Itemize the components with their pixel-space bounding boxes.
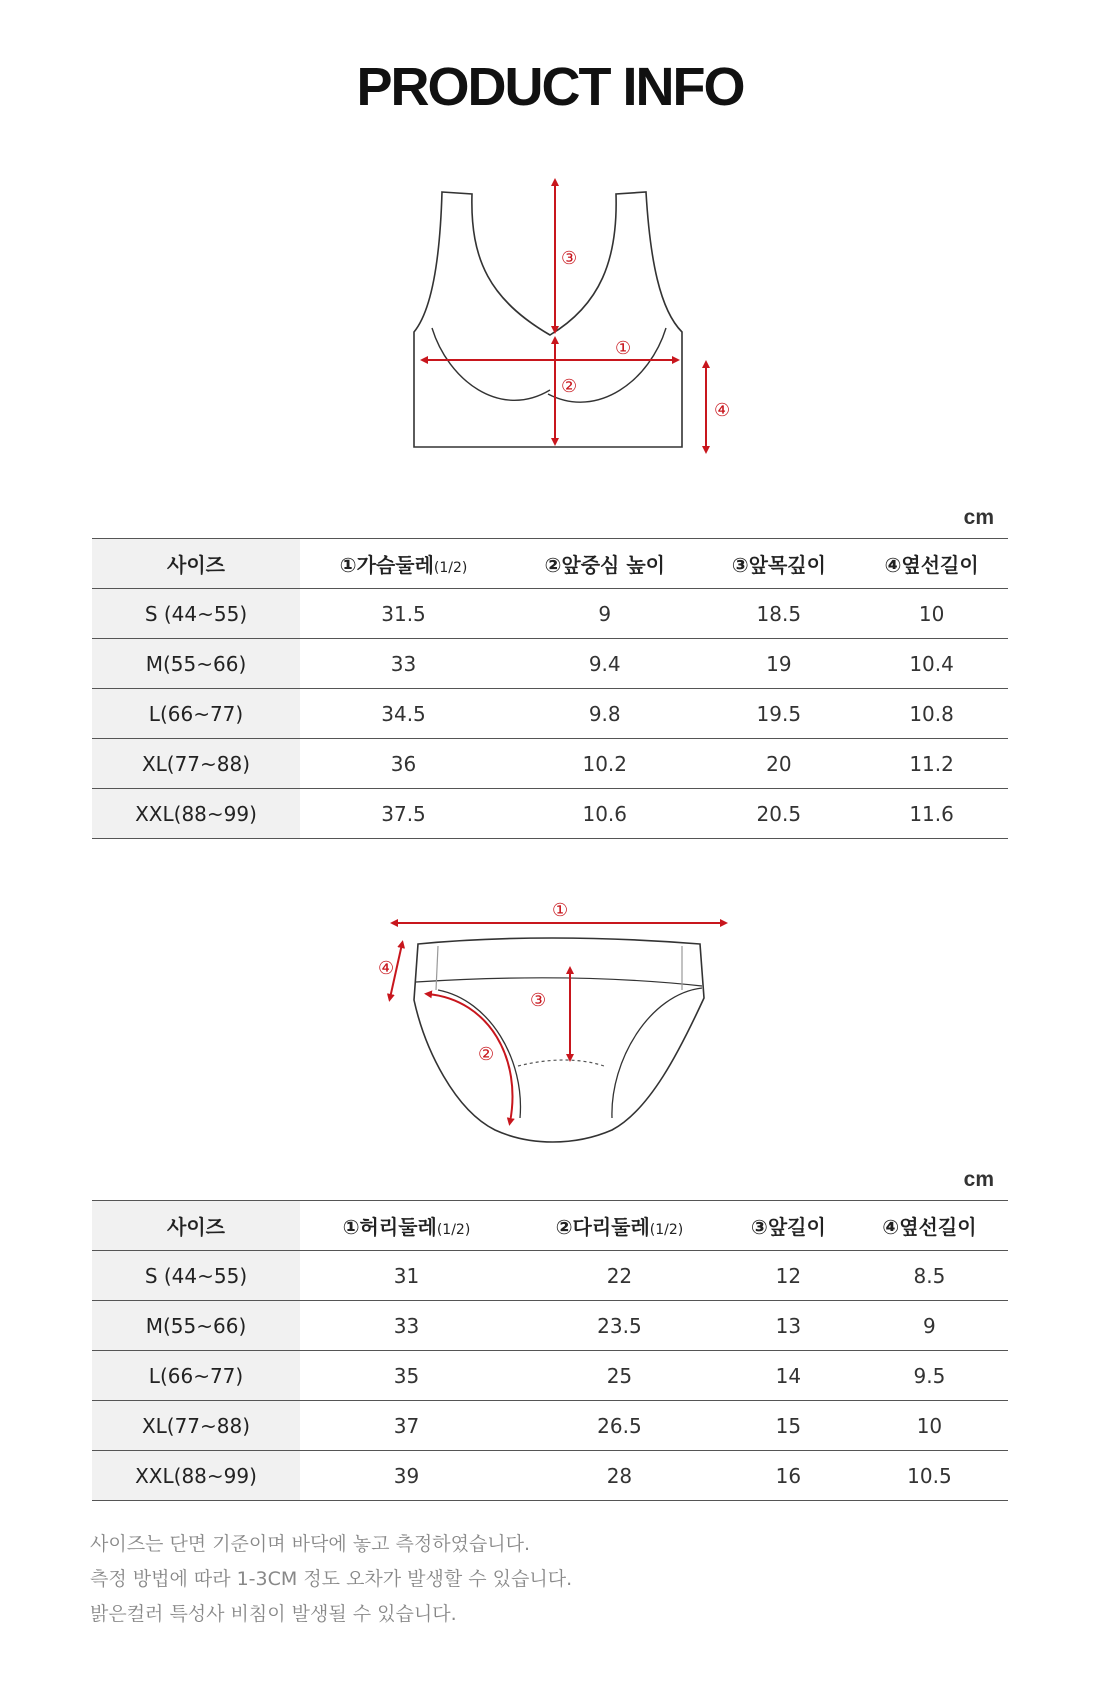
value-cell: 10.2	[507, 739, 702, 789]
size-cell: L(66~77)	[92, 689, 300, 739]
bra-diagram	[400, 180, 760, 460]
value-cell: 36	[300, 739, 507, 789]
value-cell: 39	[300, 1451, 513, 1501]
value-cell: 33	[300, 639, 507, 689]
value-cell: 10.8	[855, 689, 1008, 739]
note-line: 사이즈는 단면 기준이며 바닥에 놓고 측정하였습니다.	[90, 1533, 531, 1555]
table-row	[92, 789, 1008, 839]
value-cell: 37	[300, 1401, 513, 1451]
size-cell: L(66~77)	[92, 1351, 300, 1401]
value-cell: 9.4	[507, 639, 702, 689]
value-cell: 13	[726, 1301, 851, 1351]
panty-gusset-line	[518, 1060, 604, 1066]
panty-waistband	[416, 978, 702, 986]
value-cell: 10.5	[851, 1451, 1008, 1501]
table-row	[92, 639, 1008, 689]
value-cell: 10	[851, 1401, 1008, 1451]
size-cell: XL(77~88)	[92, 1401, 300, 1451]
size-cell: XXL(88~99)	[92, 789, 300, 839]
bra-outline	[414, 192, 682, 447]
value-cell: 31.5	[300, 589, 507, 639]
value-cell: 26.5	[513, 1401, 726, 1451]
table-header-row	[92, 1201, 1008, 1251]
notes	[90, 1527, 572, 1632]
value-cell: 25	[513, 1351, 726, 1401]
marker-2: ②	[561, 376, 578, 397]
bra-size-table	[92, 538, 1008, 839]
panty-size-table	[92, 1200, 1008, 1501]
header-cell: ①가슴둘레(1/2)	[300, 539, 507, 589]
marker-1: ①	[552, 900, 569, 921]
note-line: 밝은컬러 특성사 비침이 발생될 수 있습니다.	[90, 1603, 457, 1625]
value-cell: 37.5	[300, 789, 507, 839]
marker-4: ④	[378, 958, 395, 979]
value-cell: 11.2	[855, 739, 1008, 789]
value-cell: 10.6	[507, 789, 702, 839]
unit-label-bra: cm	[963, 506, 994, 529]
value-cell: 9.5	[851, 1351, 1008, 1401]
header-cell: ③앞목깊이	[702, 539, 855, 589]
table-row	[92, 589, 1008, 639]
size-cell: S (44~55)	[92, 1251, 300, 1301]
header-cell: 사이즈	[92, 539, 300, 589]
value-cell: 9.8	[507, 689, 702, 739]
table-row	[92, 1451, 1008, 1501]
value-cell: 20.5	[702, 789, 855, 839]
header-cell: ②다리둘레(1/2)	[513, 1201, 726, 1251]
marker-4: ④	[714, 400, 731, 421]
size-cell: XXL(88~99)	[92, 1451, 300, 1501]
header-cell: ③앞길이	[726, 1201, 851, 1251]
value-cell: 9	[507, 589, 702, 639]
header-cell: ④옆선길이	[851, 1201, 1008, 1251]
table-header-row	[92, 539, 1008, 589]
size-cell: S (44~55)	[92, 589, 300, 639]
size-cell: XL(77~88)	[92, 739, 300, 789]
value-cell: 31	[300, 1251, 513, 1301]
size-cell: M(55~66)	[92, 1301, 300, 1351]
value-cell: 35	[300, 1351, 513, 1401]
value-cell: 11.6	[855, 789, 1008, 839]
value-cell: 8.5	[851, 1251, 1008, 1301]
panty-diagram	[380, 890, 710, 1140]
value-cell: 10	[855, 589, 1008, 639]
marker-3: ③	[530, 990, 547, 1011]
unit-label-panty: cm	[963, 1168, 994, 1191]
bra-cup-left	[432, 328, 550, 400]
value-cell: 9	[851, 1301, 1008, 1351]
panty-side-seam-left	[436, 946, 438, 990]
header-cell: ②앞중심 높이	[507, 539, 702, 589]
value-cell: 15	[726, 1401, 851, 1451]
value-cell: 10.4	[855, 639, 1008, 689]
size-cell: M(55~66)	[92, 639, 300, 689]
panty-leg-right	[612, 988, 702, 1118]
table-row	[92, 1351, 1008, 1401]
header-cell: 사이즈	[92, 1201, 300, 1251]
value-cell: 16	[726, 1451, 851, 1501]
value-cell: 12	[726, 1251, 851, 1301]
table-row	[92, 1251, 1008, 1301]
table-row	[92, 1401, 1008, 1451]
value-cell: 34.5	[300, 689, 507, 739]
arrow-2	[428, 994, 512, 1122]
value-cell: 18.5	[702, 589, 855, 639]
marker-2: ②	[478, 1044, 495, 1065]
header-cell: ①허리둘레(1/2)	[300, 1201, 513, 1251]
value-cell: 19	[702, 639, 855, 689]
value-cell: 14	[726, 1351, 851, 1401]
value-cell: 28	[513, 1451, 726, 1501]
table-row	[92, 739, 1008, 789]
page-title: PRODUCT INFO	[356, 57, 744, 117]
panty-outline	[414, 938, 704, 1142]
table-row	[92, 1301, 1008, 1351]
value-cell: 19.5	[702, 689, 855, 739]
table-row	[92, 689, 1008, 739]
value-cell: 33	[300, 1301, 513, 1351]
marker-1: ①	[615, 338, 632, 359]
note-line: 측정 방법에 따라 1-3CM 정도 오차가 발생할 수 있습니다.	[90, 1568, 573, 1590]
header-cell: ④옆선길이	[855, 539, 1008, 589]
marker-3: ③	[561, 248, 578, 269]
value-cell: 22	[513, 1251, 726, 1301]
value-cell: 23.5	[513, 1301, 726, 1351]
value-cell: 20	[702, 739, 855, 789]
